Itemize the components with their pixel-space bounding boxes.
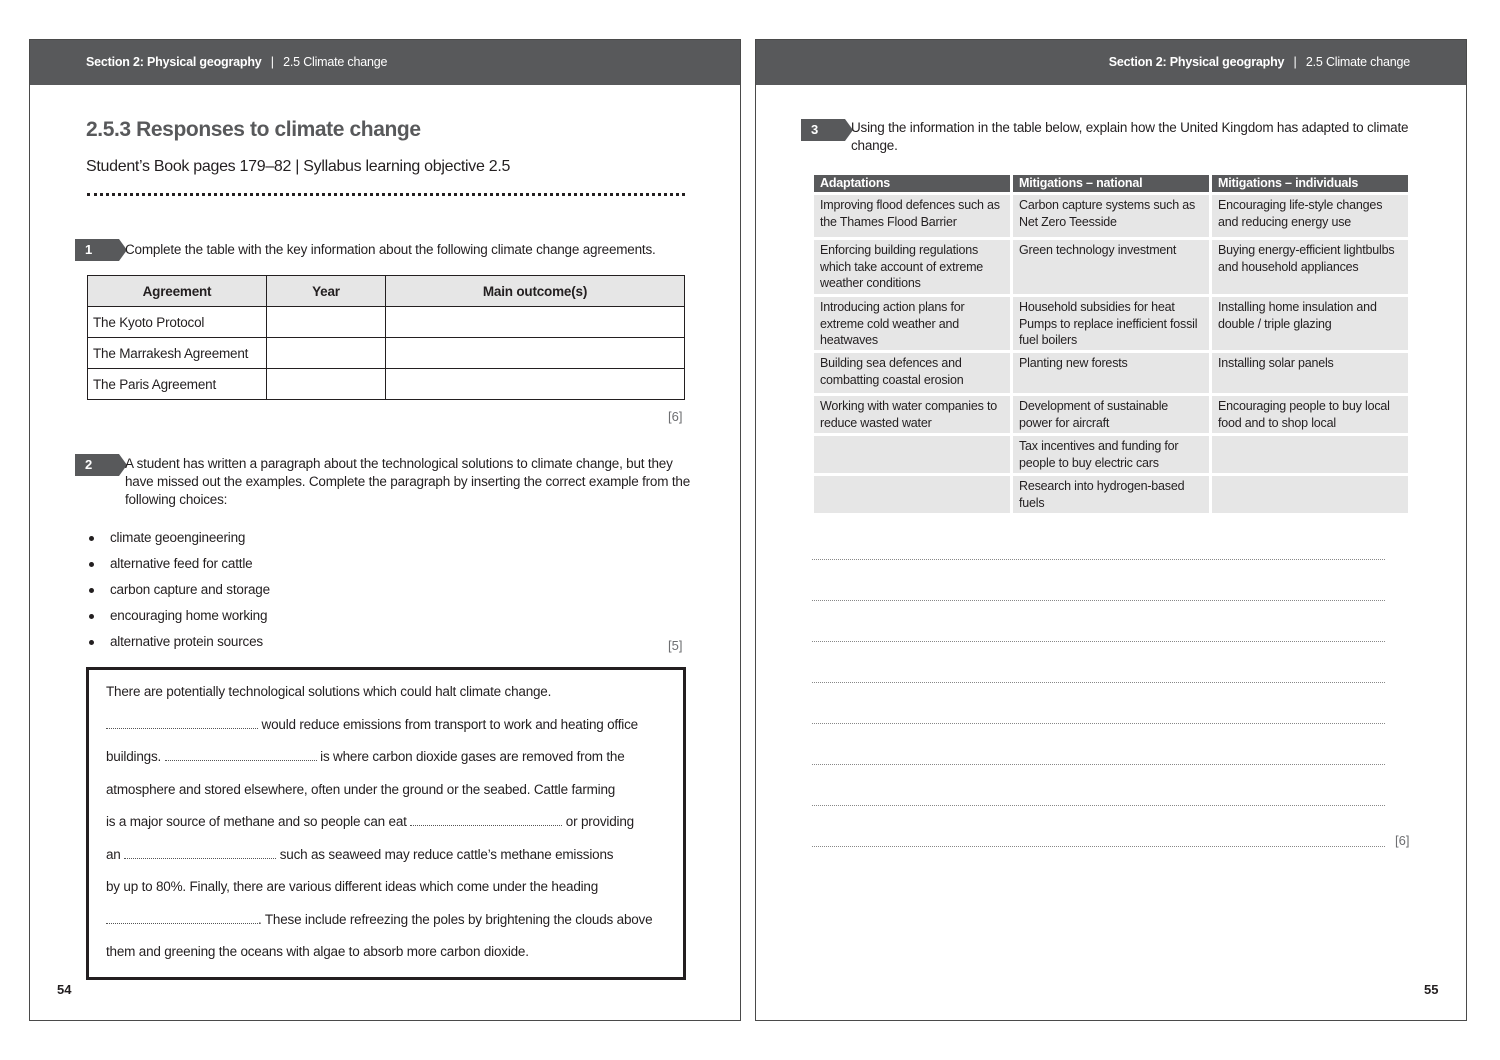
- year-cell[interactable]: [267, 338, 386, 369]
- outcome-cell[interactable]: [386, 338, 685, 369]
- page-title: 2.5.3 Responses to climate change: [86, 118, 421, 141]
- paragraph-text: an: [106, 846, 125, 862]
- paragraph-line: [106, 749, 683, 782]
- header-section: Section 2: Physical geography: [86, 55, 262, 69]
- paragraph-text: There are potentially technological solutions which could halt climate change.: [106, 684, 552, 699]
- table-row: [814, 476, 1408, 513]
- answer-line[interactable]: [812, 805, 1385, 806]
- table-header-row: [814, 175, 1408, 192]
- paragraph-line: [106, 912, 683, 945]
- answer-blank[interactable]: [165, 760, 317, 761]
- table-row: [814, 240, 1408, 294]
- paragraph-line: [106, 944, 683, 977]
- paragraph-text: or providing: [562, 814, 634, 829]
- agreement-cell: The Paris Agreement: [88, 369, 267, 400]
- paragraph-text: atmosphere and stored elsewhere, often under the ground or the seabed. Cattle farming: [106, 781, 616, 797]
- list-item: alternative feed for cattle: [87, 556, 270, 582]
- agreement-cell: The Kyoto Protocol: [88, 307, 267, 338]
- table-cell: Installing home insulation and double / triple glazing: [1212, 297, 1408, 350]
- paragraph-text: such as seaweed may reduce cattle’s methane emissions: [276, 846, 614, 862]
- paragraph-line: [106, 684, 683, 717]
- year-cell[interactable]: [267, 307, 386, 338]
- table-cell: Improving flood defences such as the Thames Flood Barrier: [814, 195, 1010, 237]
- column-header: Adaptations: [814, 175, 1010, 192]
- marks: [6]: [1395, 833, 1410, 848]
- column-header: Mitigations – national: [1013, 175, 1209, 192]
- table-cell: Buying energy-efficient lightbulbs and household appliances: [1212, 240, 1408, 294]
- table-cell: Encouraging life-style changes and reducing energy use: [1212, 195, 1408, 237]
- table-cell: Installing solar panels: [1212, 353, 1408, 393]
- answer-line[interactable]: [812, 559, 1385, 560]
- table-row: [814, 396, 1408, 433]
- question-text: Complete the table with the key information about the following climate change agreements.: [125, 242, 656, 257]
- table-cell: [814, 436, 1010, 473]
- left-page: [29, 39, 741, 1021]
- table-cell: Development of sustainable power for aircraft: [1013, 396, 1209, 433]
- marks: [5]: [668, 638, 683, 653]
- table-cell: Encouraging people to buy local food and to shop local: [1212, 396, 1408, 433]
- paragraph-text: would reduce emissions from transport to work and heating office: [258, 716, 638, 732]
- table-row: [814, 297, 1408, 350]
- table-row: [88, 338, 685, 369]
- answer-line[interactable]: [812, 682, 1385, 683]
- answer-line[interactable]: [812, 641, 1385, 642]
- table-cell: Green technology investment: [1013, 240, 1209, 294]
- table-row: [814, 195, 1408, 237]
- paragraph-text: them and greening the oceans with algae to absorb more carbon dioxide.: [106, 944, 529, 959]
- table-cell: Introducing action plans for extreme cold weather and heatwaves: [814, 297, 1010, 350]
- table-cell: Tax incentives and funding for people to buy electric cars: [1013, 436, 1209, 473]
- paragraph-line: [106, 879, 683, 912]
- table-cell: Working with water companies to reduce wasted water: [814, 396, 1010, 433]
- choices-list: [87, 530, 270, 660]
- table-cell: [1212, 436, 1408, 473]
- table-row: [88, 307, 685, 338]
- question-number: 1: [75, 239, 119, 261]
- column-header: Year: [267, 276, 386, 307]
- table-row: [814, 436, 1408, 473]
- header-topic: 2.5 Climate change: [283, 55, 388, 69]
- uk-responses-table: [814, 175, 1408, 516]
- answer-line[interactable]: [812, 846, 1385, 847]
- table-cell: [814, 476, 1010, 513]
- header-separator: |: [270, 55, 274, 69]
- list-item: alternative protein sources: [87, 634, 270, 660]
- running-header: [756, 40, 1466, 85]
- outcome-cell[interactable]: [386, 369, 685, 400]
- agreement-cell: The Marrakesh Agreement: [88, 338, 267, 369]
- answer-blank[interactable]: [410, 825, 562, 826]
- answer-blank[interactable]: [124, 858, 276, 859]
- question-text: Using the information in the table below, explain how the United Kingdom has adapted to climate change.: [851, 120, 1409, 153]
- table-cell: Research into hydrogen-based fuels: [1013, 476, 1209, 513]
- outcome-cell[interactable]: [386, 307, 685, 338]
- paragraph-line: [106, 847, 683, 880]
- table-cell: Building sea defences and combatting coastal erosion: [814, 353, 1010, 393]
- column-header: Agreement: [88, 276, 267, 307]
- header-section: Section 2: Physical geography: [1108, 55, 1285, 69]
- answer-blank[interactable]: [106, 923, 258, 924]
- column-header: Main outcome(s): [386, 276, 685, 307]
- running-header: [30, 40, 740, 85]
- list-item: climate geoengineering: [87, 530, 270, 556]
- answer-line[interactable]: [812, 764, 1385, 765]
- paragraph-text: buildings.: [106, 749, 165, 764]
- table-cell: Household subsidies for heat Pumps to replace inefficient fossil fuel boilers: [1013, 297, 1209, 350]
- paragraph-text: . These include refreezing the poles by brightening the clouds above: [258, 911, 653, 927]
- question-number: 3: [801, 119, 845, 141]
- answer-blank[interactable]: [106, 728, 258, 729]
- table-cell: [1212, 476, 1408, 513]
- divider: [87, 193, 685, 196]
- page-number: 54: [57, 982, 72, 997]
- column-header: Mitigations – individuals: [1212, 175, 1408, 192]
- agreements-table: [87, 275, 685, 400]
- table-cell: Planting new forests: [1013, 353, 1209, 393]
- page-number: 55: [1424, 982, 1439, 997]
- cloze-paragraph-box: [86, 667, 686, 980]
- list-item: encouraging home working: [87, 608, 270, 634]
- paragraph-line: [106, 717, 683, 750]
- paragraph-line: [106, 782, 683, 815]
- question-number: 2: [75, 454, 119, 476]
- year-cell[interactable]: [267, 369, 386, 400]
- question-text: A student has written a paragraph about the technological solutions to climate change, but they have missed out the examples. Complete the paragraph by inserting the correct example from the following choices:: [125, 456, 691, 507]
- paragraph-text: is where carbon dioxide gases are removed from the: [316, 749, 625, 764]
- answer-line[interactable]: [812, 600, 1385, 601]
- paragraph-text: by up to 80%. Finally, there are various different ideas which come under the heading: [106, 879, 599, 894]
- list-item: carbon capture and storage: [87, 582, 270, 608]
- table-cell: Carbon capture systems such as Net Zero Teesside: [1013, 195, 1209, 237]
- marks: [6]: [668, 409, 683, 424]
- page-subtitle: Student’s Book pages 179–82 | Syllabus learning objective 2.5: [86, 158, 511, 175]
- table-cell: Enforcing building regulations which take account of extreme weather conditions: [814, 240, 1010, 294]
- paragraph-text: is a major source of methane and so people can eat: [106, 814, 411, 829]
- right-page: [755, 39, 1467, 1021]
- paragraph-line: [106, 814, 683, 847]
- table-row: [814, 353, 1408, 393]
- answer-line[interactable]: [812, 723, 1385, 724]
- header-separator: |: [1293, 55, 1297, 69]
- table-row: [88, 369, 685, 400]
- header-topic: 2.5 Climate change: [1305, 55, 1410, 69]
